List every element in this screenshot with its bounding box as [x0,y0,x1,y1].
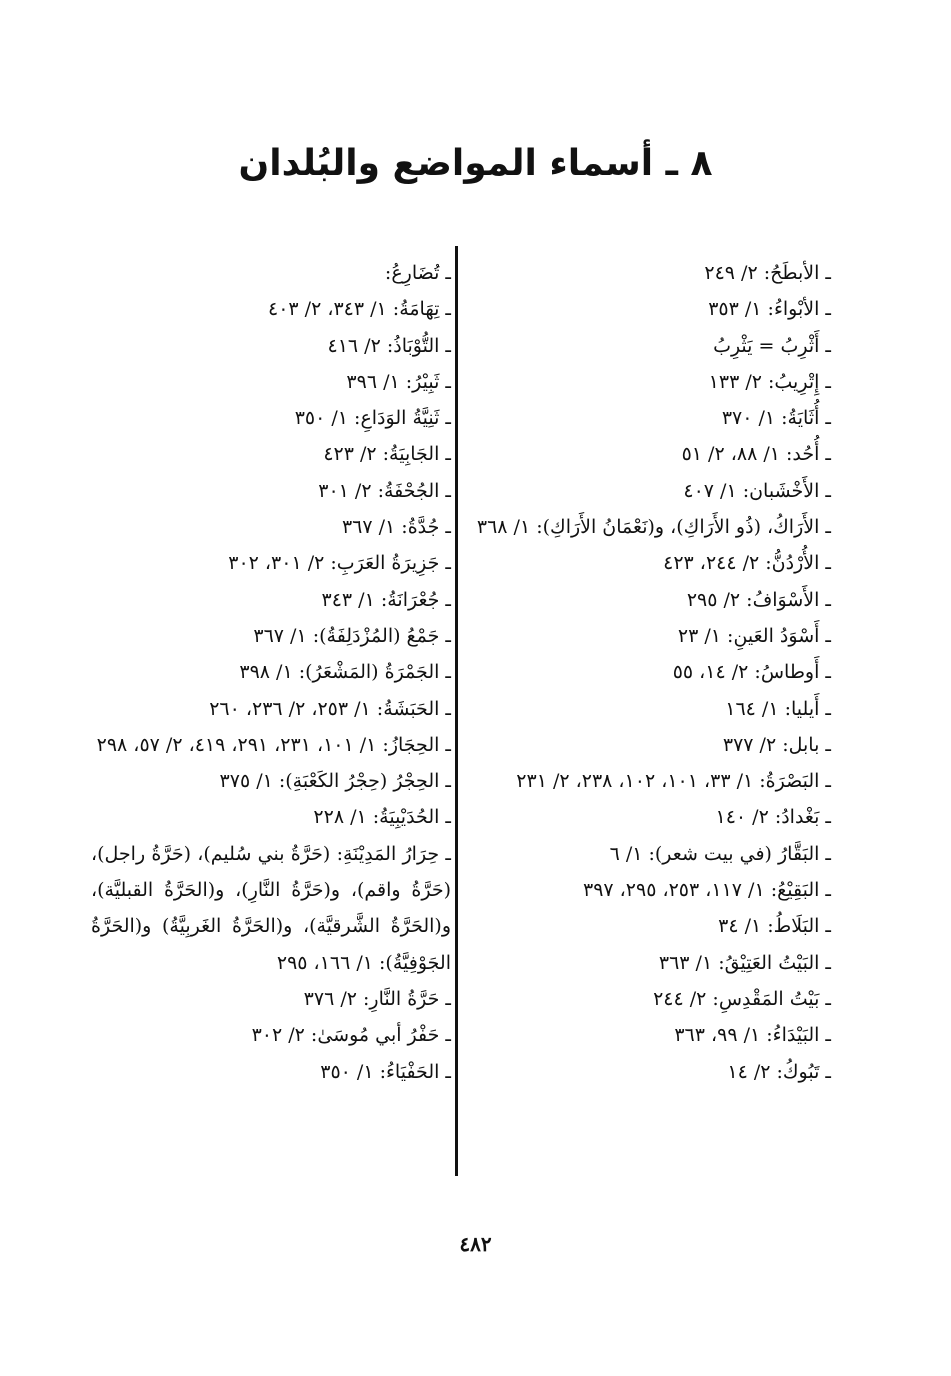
index-entry: ـ بَغْدادُ: ٢/ ١٤٠ [715,806,831,829]
index-entry: ـ حِرَارُ المَدِيْنَةِ: (حَرَّةُ بني سُليم)، (حَرَّةُ راجل)، (حَرَّةُ واقم)، و(حَرَّةُ النَّارِ)، و(الحَرَّةُ القبليَّة)، و(الحَرَّةُ الشَّرقيَّة)، و(الحَرَّةُ الغَربِيَّةُ) و(الحَرَّةُ الجَوْفِيَّةُ): ١/ ١٦٦، ٢٩٥ [91,842,451,974]
index-entry: ـ الأَخْشَبان: ١/ ٤٠٧ [683,479,831,502]
column-divider [455,246,458,1176]
index-entry: ـ بَيْتُ المَقْدِسِ: ٢/ ٢٤٤ [653,987,831,1010]
index-entry: ـ الحِجْرُ (حِجْرُ الكَعْبَةِ): ١/ ٣٧٥ [219,770,451,793]
index-entry: ـ أُثَايَةُ: ١/ ٣٧٠ [721,407,831,430]
index-entry: ـ تَبُوكُ: ٢/ ١٤ [727,1060,831,1083]
index-entry: ـ بابل: ٢/ ٣٧٧ [722,733,831,756]
index-entry: ـ الحَفْيَاءُ: ١/ ٣٥٠ [320,1060,451,1083]
index-entry: ـ أَسْوَدُ العَينِ: ١/ ٢٣ [677,624,831,647]
index-entry: ـ جُعْرَانَةُ: ١/ ٣٤٣ [321,588,451,611]
index-entry: ـ الأَسْوَافُ: ٢/ ٢٩٥ [686,588,831,611]
index-column-right [476,255,831,1090]
index-entry: ـ جُدَّةُ: ١/ ٣٦٧ [341,516,451,539]
index-entry: ـ الحُدَيْبِيَةُ: ١/ ٢٢٨ [313,806,451,829]
index-entry: ـ حَرَّةُ النَّارِ: ٢/ ٣٧٦ [303,987,451,1010]
index-entry: ـ ثَبِيْرُ: ١/ ٣٩٦ [346,370,451,393]
index-entry: ـ الحِجَازُ: ١/ ١٠١، ٢٣١، ٢٩١، ٤١٩، ٢/ ٥٧، ٢٩٨ [96,733,451,756]
index-entry: ـ أَثْرِبُ = يَثْرِبُ [713,334,831,357]
index-entry: ـ حَفْرُ أبي مُوسَىٰ: ٢/ ٣٠٢ [251,1024,451,1047]
index-entry: ـ ثَنِيَّةُ الوَدَاعِ: ١/ ٣٥٠ [294,407,451,430]
index-entry: ـ الأَرَاكُ، (ذُو الأَرَاكِ)، و(نَعْمَانُ الأَرَاكِ): ١/ ٣٦٨ [476,516,831,539]
section-title: ٨ ـ أسماء المواضع والبُلدان [238,143,713,184]
index-entry: ـ البَقَّارُ (في بيت شعر): ١/ ٦ [609,842,831,865]
index-entry: ـ البَيْدَاءُ: ١/ ٩٩، ٣٦٣ [674,1024,831,1047]
index-entry: ـ الجَمْرَةُ (المَشْعَرُ): ١/ ٣٩٨ [239,661,451,684]
index-entry: ـ الجُحْفَةُ: ٢/ ٣٠١ [318,479,451,502]
index-entry: ـ البَلَاطُ: ١/ ٣٤ [718,915,831,938]
index-entry: ـ جَمْعُ (المُزْدَلِفَةُ): ١/ ٣٦٧ [253,624,451,647]
index-entry: ـ أُحُد: ١/ ٨٨، ٢/ ٥١ [681,443,831,466]
index-entry: ـ التُّوْبَاذُ: ٢/ ٤١٦ [327,334,451,357]
index-entry: ـ إِتْرِيبُ: ٢/ ١٣٣ [708,370,831,393]
index-entry: ـ تُضَارِعُ: [384,262,451,284]
index-column-left [91,255,451,1090]
index-entry: ـ البَيْتُ العَتِيْقُ: ١/ ٣٦٣ [658,951,831,974]
index-entry: ـ البَقِيْعُ: ١/ ١١٧، ٢٥٣، ٢٩٥، ٣٩٧ [583,879,831,902]
index-entry: ـ جَزِيرَةُ العَرَبِ: ٢/ ٣٠١، ٣٠٢ [228,552,451,575]
index-entry: ـ أَوطاسُ: ٢/ ١٤، ٥٥ [672,661,831,684]
index-entry: ـ الأبطَحُ: ٢/ ٢٤٩ [704,262,831,284]
index-entry: ـ أَيليا: ١/ ١٦٤ [725,697,831,720]
index-entry: ـ الأُرْدُنُّ: ٢/ ٢٤٤، ٤٢٣ [663,552,831,575]
index-entry: ـ الأبْواءُ: ١/ ٣٥٣ [708,298,831,321]
index-entry: ـ البَصْرَةُ: ١/ ٣٣، ١٠١، ١٠٢، ٢٣٨، ٢/ ٢٣١ [516,770,831,793]
index-entry: ـ تِهَامَةُ: ١/ ٣٤٣، ٢/ ٤٠٣ [267,298,451,321]
page-number: ٤٨٢ [459,1232,492,1256]
index-entry: ـ الجَابِيَةُ: ٢/ ٤٢٣ [323,443,451,466]
index-entry: ـ الحَبَشَةُ: ١/ ٢٥٣، ٢/ ٢٣٦، ٢٦٠ [209,697,451,720]
